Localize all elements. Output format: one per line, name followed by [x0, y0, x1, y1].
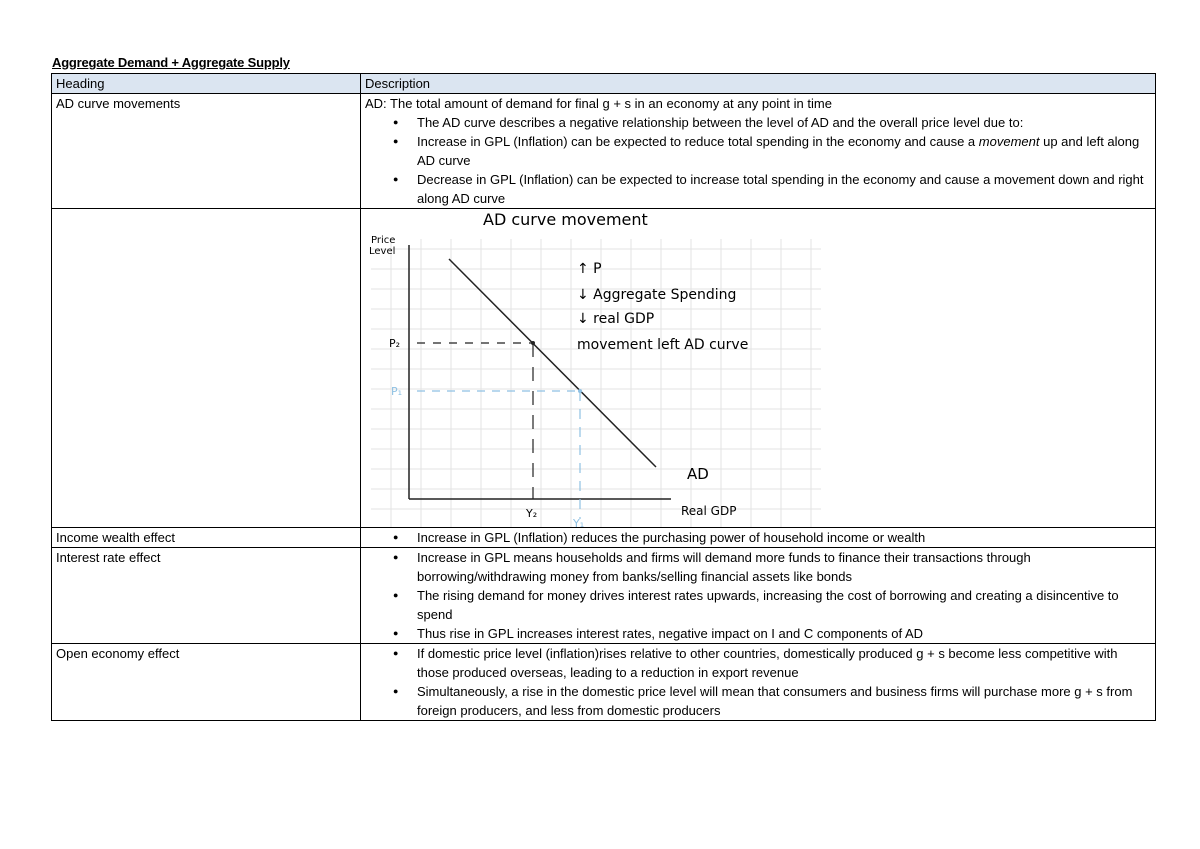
row-heading-interest-rate: Interest rate effect [52, 548, 361, 644]
list-item: ● The AD curve describes a negative relationship between the level of AD and the overall price level due to: [417, 113, 1151, 132]
open-economy-bullet-list [365, 644, 1151, 720]
interest-bullet-list [365, 548, 1151, 643]
p1-label: P₁ [391, 385, 403, 398]
bullet-text: up and left along AD curve [417, 134, 1140, 168]
ad-definition: AD: The total amount of demand for final g + s in an economy at any point in time [365, 96, 832, 111]
list-item: ● Increase in GPL (Inflation) reduces the purchasing power of household income or wealth [417, 528, 1151, 547]
y2-label: Y₂ [526, 507, 538, 520]
graph-note: ↓ real GDP [577, 311, 655, 327]
header-row [52, 74, 1156, 94]
bullet-text: Increase in GPL (Inflation) can be expected to reduce total spending in the economy and cause a [417, 134, 976, 149]
row-heading-ad-curve: AD curve movements [52, 94, 361, 209]
list-item: ● Increase in GPL means households and firms will demand more funds to finance their transactions through borrowing/withdrawing money from banks/selling financial assets like bonds [417, 548, 1151, 586]
y-axis-label-line2: Level [369, 246, 396, 257]
emphasis-text: movement [978, 134, 1040, 149]
graph-grid [371, 239, 821, 527]
table-row [52, 94, 1156, 209]
y1-label: Y₁ [573, 517, 585, 527]
ad-bullet-list [365, 113, 1151, 208]
list-item: ● Decrease in GPL (Inflation) can be expected to increase total spending in the economy and cause a movement down and right along AD curve [417, 170, 1151, 208]
y-axis-label-line1: Price [371, 235, 396, 246]
document-title: Aggregate Demand + Aggregate Supply [52, 55, 290, 70]
list-item: ● The rising demand for money drives interest rates upwards, increasing the cost of borrowing and creating a disincentive to spend [417, 586, 1151, 624]
list-item: ● If domestic price level (inflation)rises relative to other countries, domestically produced g + s become less competitive with those produced overseas, leading to a reduction in export revenue [417, 644, 1151, 682]
p2-point [531, 341, 535, 345]
row-heading-open-economy: Open economy effect [52, 644, 361, 721]
row-heading-empty [52, 209, 361, 528]
list-item [417, 132, 1151, 170]
graph-note: movement left AD curve [577, 337, 749, 353]
row-description-income-wealth [361, 528, 1156, 548]
p2-label: P₂ [389, 337, 401, 350]
row-description-ad-curve [361, 94, 1156, 209]
graph-cell [361, 209, 1156, 528]
row-description-open-economy [361, 644, 1156, 721]
p1-point [578, 389, 582, 393]
ad-curve-label: AD [687, 465, 709, 483]
graph-note: ↑ P [577, 261, 602, 277]
table-row [52, 528, 1156, 548]
header-description: Description [361, 74, 1156, 94]
graph-title: AD curve movement [483, 210, 648, 229]
income-bullet-list [365, 528, 1151, 547]
list-item: ● Simultaneously, a rise in the domestic price level will mean that consumers and business firms will purchase more g + s from foreign producers, and less from domestic producers [417, 682, 1151, 720]
ad-curve-graph [361, 209, 831, 527]
table-row [52, 644, 1156, 721]
row-heading-income-wealth: Income wealth effect [52, 528, 361, 548]
x-axis-label: Real GDP [681, 504, 737, 518]
graph-note: ↓ Aggregate Spending [577, 287, 737, 303]
row-description-interest-rate [361, 548, 1156, 644]
notes-table [51, 73, 1156, 721]
header-heading: Heading [52, 74, 361, 94]
list-item: ● Thus rise in GPL increases interest rates, negative impact on I and C components of AD [417, 624, 1151, 643]
table-row [52, 548, 1156, 644]
table-row [52, 209, 1156, 528]
